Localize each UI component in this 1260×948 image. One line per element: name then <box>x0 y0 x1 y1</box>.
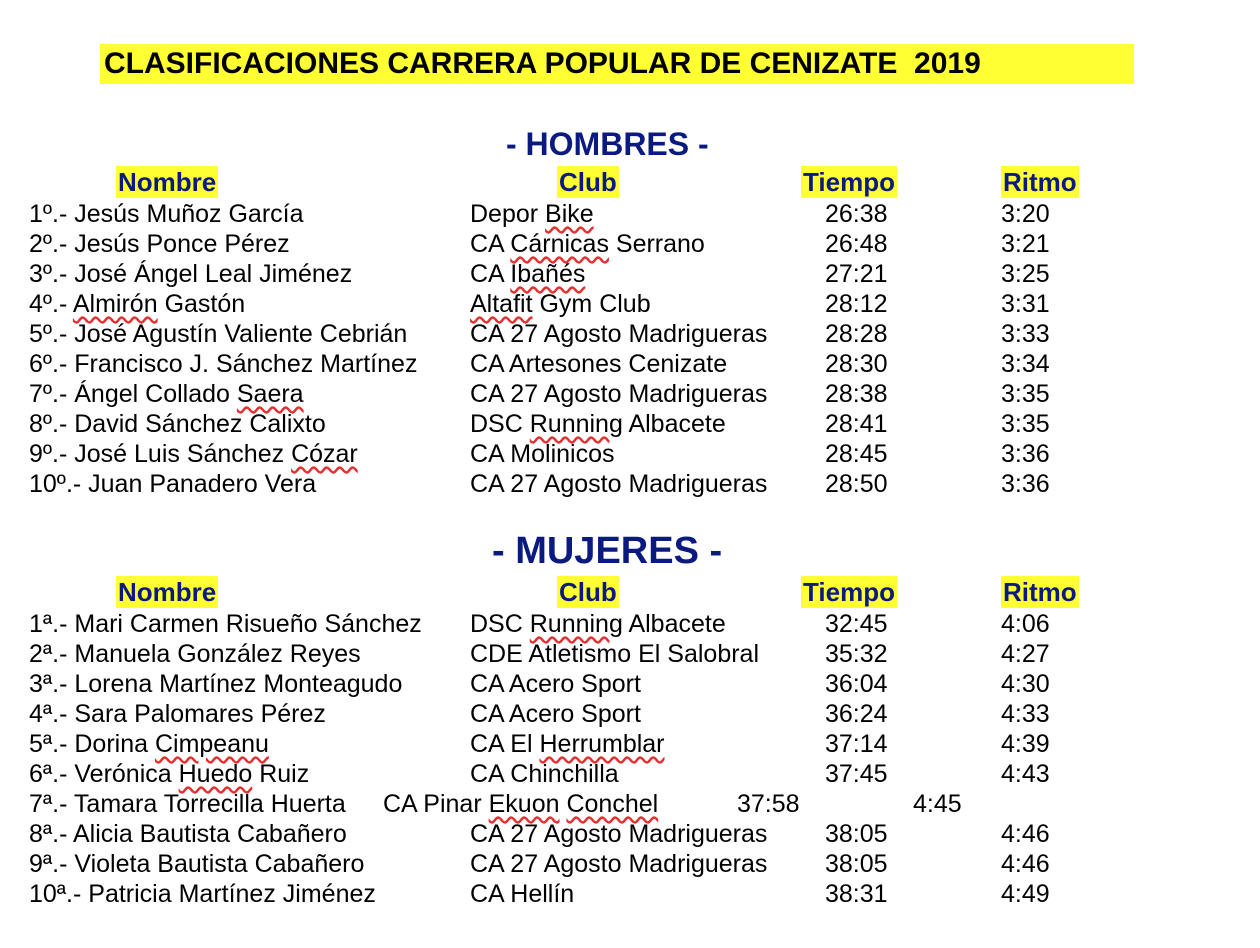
runner-name: 1ª.- Mari Carmen Risueño Sánchez <box>29 610 422 638</box>
runner-name: 2º.- Jesús Ponce Pérez <box>29 230 290 258</box>
runner-name: 9º.- José Luis Sánchez Cózar <box>29 440 358 468</box>
runner-name: 4º.- Almirón Gastón <box>29 290 246 318</box>
pace: 3:33 <box>1001 320 1050 348</box>
club-name: CA El Herrumblar <box>470 730 665 758</box>
club-name: CA Hellín <box>470 880 575 908</box>
club-name: DSC Running Albacete <box>470 410 726 438</box>
runner-name: 8ª.- Alicia Bautista Cabañero <box>29 820 347 848</box>
column-header-ritmo: Ritmo <box>1003 577 1077 607</box>
finish-time: 37:58 <box>737 790 800 818</box>
runner-name: 6ª.- Verónica Huedo Ruiz <box>29 760 310 788</box>
finish-time: 28:50 <box>825 470 888 498</box>
finish-time: 36:24 <box>825 700 888 728</box>
club-name: CDE Atletismo El Salobral <box>470 640 760 668</box>
table-row <box>0 759 1260 789</box>
club-name: Depor Bike <box>470 200 594 228</box>
table-row <box>0 789 1260 819</box>
finish-time: 37:14 <box>825 730 888 758</box>
pace: 4:46 <box>1001 850 1050 878</box>
table-row <box>0 469 1260 499</box>
pace: 3:36 <box>1001 470 1050 498</box>
runner-name: 3ª.- Lorena Martínez Monteagudo <box>29 670 403 698</box>
table-row <box>0 729 1260 759</box>
pace: 4:33 <box>1001 700 1050 728</box>
table-row <box>0 819 1260 849</box>
runner-name: 10º.- Juan Panadero Vera <box>29 470 317 498</box>
club-name: CA 27 Agosto Madrigueras <box>470 820 768 848</box>
runner-name: 2ª.- Manuela González Reyes <box>29 640 361 668</box>
pace: 4:45 <box>913 790 962 818</box>
runner-name: 3º.- José Ángel Leal Jiménez <box>29 260 353 288</box>
finish-time: 38:05 <box>825 820 888 848</box>
table-row <box>0 319 1260 349</box>
runner-name: 5ª.- Dorina Cimpeanu <box>29 730 269 758</box>
runner-name: 10ª.- Patricia Martínez Jiménez <box>29 880 376 908</box>
pace: 3:31 <box>1001 290 1050 318</box>
pace: 3:20 <box>1001 200 1050 228</box>
finish-time: 38:05 <box>825 850 888 878</box>
finish-time: 38:31 <box>825 880 888 908</box>
column-header-nombre: Nombre <box>118 167 217 197</box>
column-header-nombre: Nombre <box>118 577 217 607</box>
club-name: CA Molinicos <box>470 440 615 468</box>
finish-time: 28:30 <box>825 350 888 378</box>
pace: 3:21 <box>1001 230 1050 258</box>
table-row <box>0 289 1260 319</box>
runner-name: 1º.- Jesús Muñoz García <box>29 200 304 228</box>
table-row <box>0 199 1260 229</box>
club-name: CA 27 Agosto Madrigueras <box>470 380 768 408</box>
table-row <box>0 699 1260 729</box>
section-heading-hombres: - HOMBRES - <box>506 126 709 162</box>
pace: 4:49 <box>1001 880 1050 908</box>
runner-name: 7ª.- Tamara Torrecilla Huerta <box>29 790 346 818</box>
table-row <box>0 609 1260 639</box>
finish-time: 27:21 <box>825 260 888 288</box>
table-row <box>0 849 1260 879</box>
club-name: CA Acero Sport <box>470 700 641 728</box>
runner-name: 4ª.- Sara Palomares Pérez <box>29 700 326 728</box>
pace: 4:39 <box>1001 730 1050 758</box>
finish-time: 28:45 <box>825 440 888 468</box>
table-row <box>0 409 1260 439</box>
finish-time: 26:38 <box>825 200 888 228</box>
club-name: CA Acero Sport <box>470 670 641 698</box>
table-row <box>0 879 1260 909</box>
table-row <box>0 349 1260 379</box>
table-row <box>0 379 1260 409</box>
pace: 3:25 <box>1001 260 1050 288</box>
pace: 4:43 <box>1001 760 1050 788</box>
table-row <box>0 639 1260 669</box>
pace: 4:06 <box>1001 610 1050 638</box>
club-name: CA 27 Agosto Madrigueras <box>470 470 768 498</box>
column-header-ritmo: Ritmo <box>1003 167 1077 197</box>
runner-name: 8º.- David Sánchez Calixto <box>29 410 326 438</box>
club-name: CA Chinchilla <box>470 760 619 788</box>
club-name: CA 27 Agosto Madrigueras <box>470 850 768 878</box>
pace: 3:34 <box>1001 350 1050 378</box>
column-header-tiempo: Tiempo <box>803 577 895 607</box>
runner-name: 6º.- Francisco J. Sánchez Martínez <box>29 350 418 378</box>
finish-time: 28:38 <box>825 380 888 408</box>
pace: 3:36 <box>1001 440 1050 468</box>
table-row <box>0 229 1260 259</box>
table-row <box>0 669 1260 699</box>
pace: 4:27 <box>1001 640 1050 668</box>
finish-time: 28:12 <box>825 290 888 318</box>
finish-time: 37:45 <box>825 760 888 788</box>
section-heading-mujeres: - MUJERES - <box>492 530 723 572</box>
column-header-tiempo: Tiempo <box>803 167 895 197</box>
finish-time: 36:04 <box>825 670 888 698</box>
finish-time: 35:32 <box>825 640 888 668</box>
club-name: CA Cárnicas Serrano <box>470 230 705 258</box>
club-name: CA 27 Agosto Madrigueras <box>470 320 768 348</box>
club-name: DSC Running Albacete <box>470 610 726 638</box>
pace: 3:35 <box>1001 410 1050 438</box>
club-name: CA Artesones Cenizate <box>470 350 728 378</box>
table-row <box>0 439 1260 469</box>
column-header-club: Club <box>559 577 617 607</box>
finish-time: 28:28 <box>825 320 888 348</box>
runner-name: 5º.- José Agustín Valiente Cebrián <box>29 320 408 348</box>
finish-time: 26:48 <box>825 230 888 258</box>
pace: 4:30 <box>1001 670 1050 698</box>
pace: 4:46 <box>1001 820 1050 848</box>
club-name: CA Ibañés <box>470 260 586 288</box>
finish-time: 32:45 <box>825 610 888 638</box>
club-name: Altafit Gym Club <box>470 290 651 318</box>
pace: 3:35 <box>1001 380 1050 408</box>
finish-time: 28:41 <box>825 410 888 438</box>
runner-name: 9ª.- Violeta Bautista Cabañero <box>29 850 365 878</box>
runner-name: 7º.- Ángel Collado Saera <box>29 380 304 408</box>
page-title: CLASIFICACIONES CARRERA POPULAR DE CENIZATE 2019 <box>100 44 1134 84</box>
club-name: CA Pinar Ekuon Conchel <box>383 790 659 818</box>
table-row <box>0 259 1260 289</box>
column-header-club: Club <box>559 167 617 197</box>
